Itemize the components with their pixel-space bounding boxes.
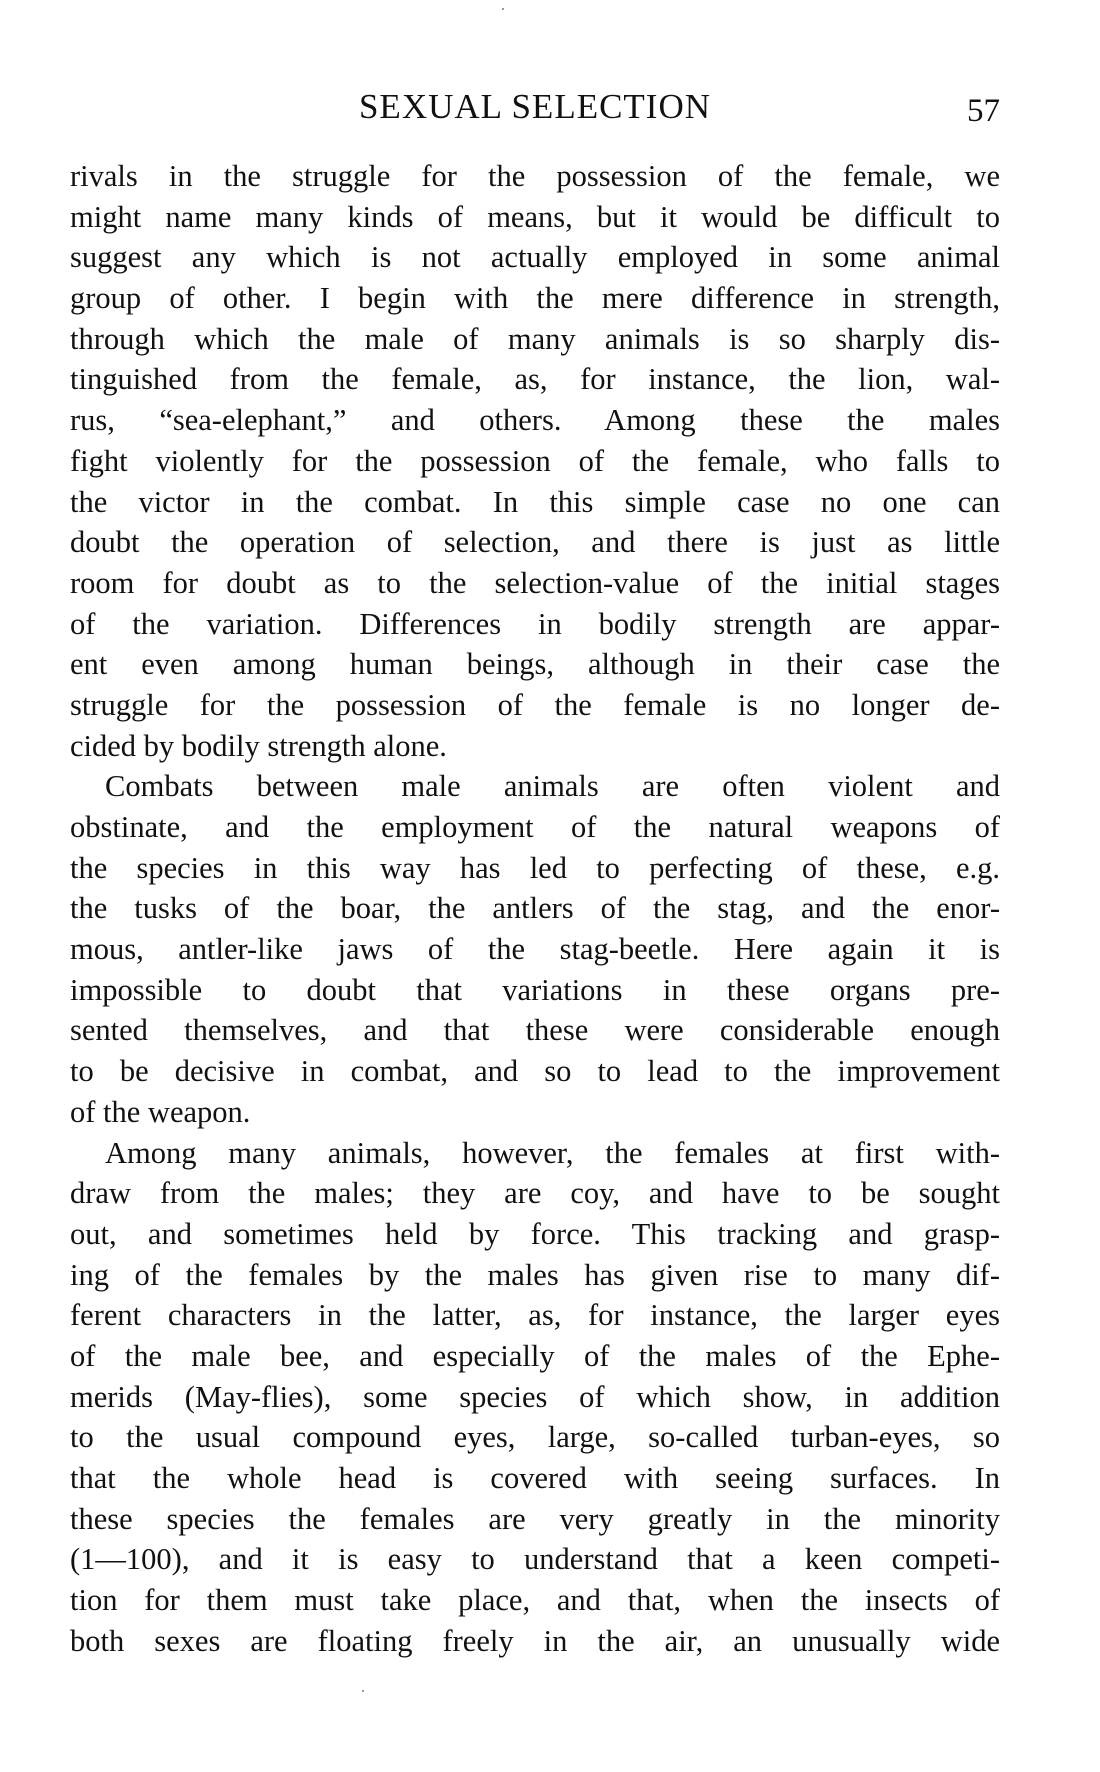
text-line: both sexes are floating freely in the air, an unusually wide bbox=[70, 1623, 1000, 1658]
text-line: the victor in the combat. In this simple case no one can bbox=[70, 484, 1000, 519]
text-line: draw from the males; they are coy, and have to be sought bbox=[70, 1176, 1000, 1211]
text-line: to be decisive in combat, and so to lead to the improvement bbox=[70, 1054, 1000, 1089]
text-line: (1—100), and it is easy to understand that a keen competi- bbox=[70, 1542, 1000, 1577]
text-line: ferent characters in the latter, as, for instance, the larger eyes bbox=[70, 1298, 1000, 1333]
text-line: of the variation. Differences in bodily strength are appar- bbox=[70, 606, 1000, 641]
paragraph-end-line: cided by bodily strength alone. bbox=[70, 728, 447, 763]
text-line: tinguished from the female, as, for instance, the lion, wal- bbox=[70, 362, 1000, 397]
text-line: these species the females are very greatly in the minority bbox=[70, 1501, 1000, 1536]
text-line: ent even among human beings, although in their case the bbox=[70, 647, 1000, 682]
text-line: room for doubt as to the selection-value of the initial stages bbox=[70, 565, 1000, 600]
text-line: of the male bee, and especially of the males of the Ephe- bbox=[70, 1338, 1000, 1373]
text-line: group of other. I begin with the mere difference in strength, bbox=[70, 281, 1000, 316]
text-line: fight violently for the possession of the female, who falls to bbox=[70, 443, 1000, 478]
text-line: sented themselves, and that these were considerable enough bbox=[70, 1013, 1000, 1048]
text-line: merids (May-flies), some species of which show, in addition bbox=[70, 1379, 1000, 1414]
running-title: SEXUAL SELECTION bbox=[358, 87, 712, 126]
running-head bbox=[70, 84, 1000, 130]
text-line: might name many kinds of means, but it would be difficult to bbox=[70, 199, 1000, 234]
text-line: doubt the operation of selection, and there is just as little bbox=[70, 525, 1000, 560]
paragraph-end-line: of the weapon. bbox=[70, 1094, 251, 1129]
text-line: obstinate, and the employment of the natural weapons of bbox=[70, 810, 1000, 844]
text-line: through which the male of many animals is so sharply dis- bbox=[70, 321, 1000, 356]
text-line: to the usual compound eyes, large, so-called turban-eyes, so bbox=[70, 1420, 1000, 1455]
text-line: struggle for the possession of the female is no longer de- bbox=[70, 687, 1000, 722]
paragraph-start-line: Among many animals, however, the females at first with- bbox=[105, 1135, 1000, 1170]
scan-speck bbox=[362, 1690, 364, 1692]
body-text bbox=[70, 156, 1000, 1661]
text-line: that the whole head is covered with seeing surfaces. In bbox=[70, 1461, 1000, 1495]
text-line: out, and sometimes held by force. This tracking and grasp- bbox=[70, 1216, 1000, 1251]
paragraph-start-line: Combats between male animals are often violent and bbox=[105, 769, 1000, 804]
text-line: the tusks of the boar, the antlers of the stag, and the enor- bbox=[70, 891, 1000, 926]
scan-speck bbox=[502, 8, 504, 10]
text-line: suggest any which is not actually employed in some animal bbox=[70, 240, 1000, 275]
text-line: mous, antler-like jaws of the stag-beetle. Here again it is bbox=[70, 932, 1000, 967]
text-line: rivals in the struggle for the possession of the female, we bbox=[70, 159, 1000, 193]
text-line: impossible to doubt that variations in these organs pre- bbox=[70, 972, 1000, 1007]
text-line: ing of the females by the males has given rise to many dif- bbox=[70, 1257, 1000, 1292]
page-number: 57 bbox=[967, 93, 1000, 129]
text-line: rus, “sea-elephant,” and others. Among these the males bbox=[70, 403, 1000, 438]
text-line: tion for them must take place, and that, when the insects of bbox=[70, 1583, 1000, 1618]
text-line: the species in this way has led to perfecting of these, e.g. bbox=[70, 850, 1000, 885]
